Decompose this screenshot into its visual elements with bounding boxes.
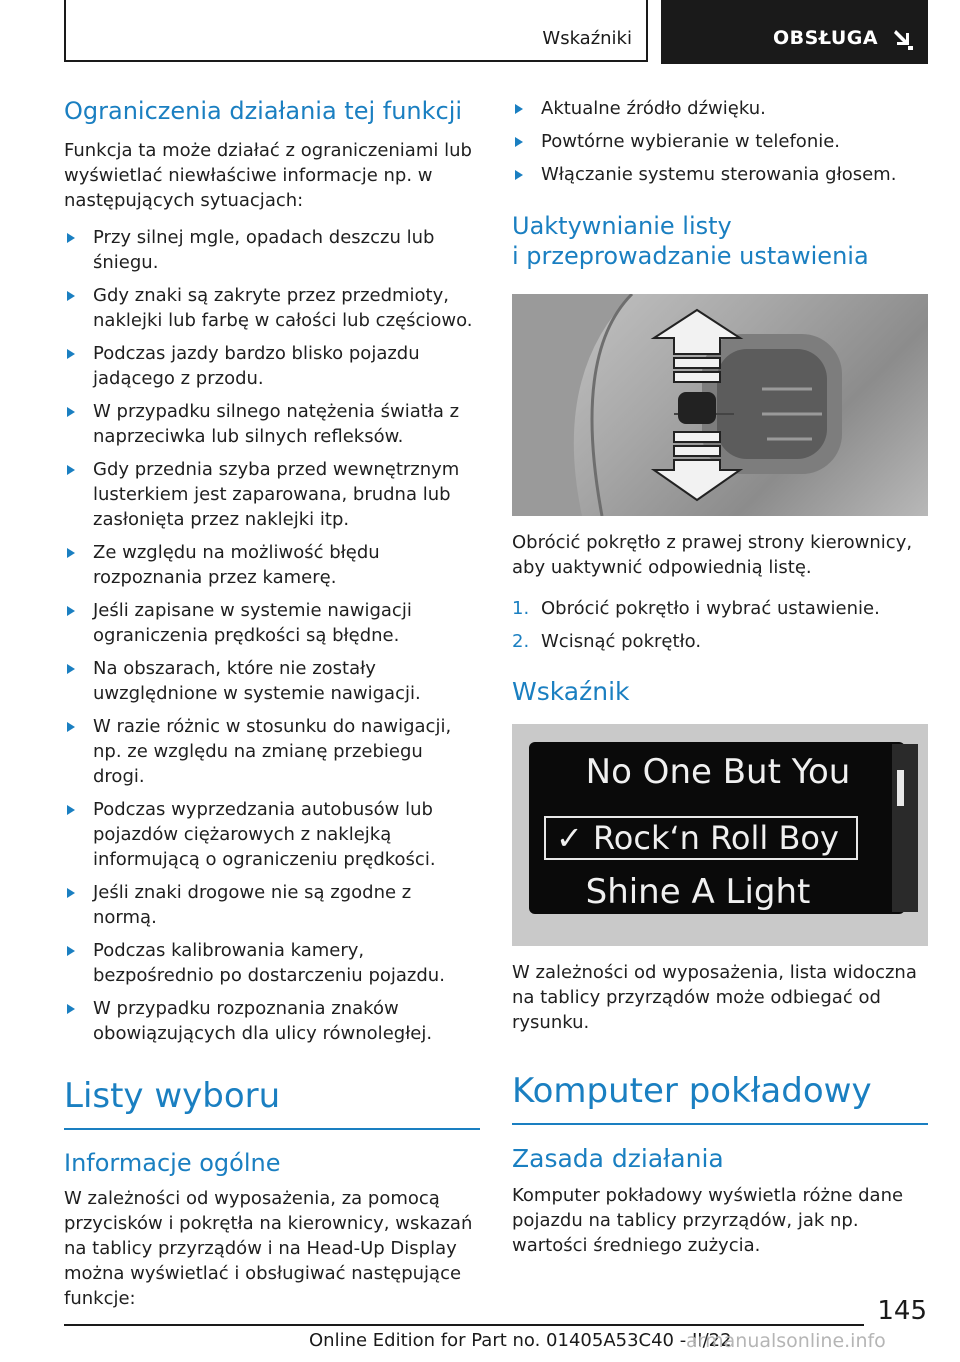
triangle-bullet-icon bbox=[515, 170, 523, 180]
list-item: Powtórne wybieranie w telefonie. bbox=[512, 129, 928, 154]
list-item: Gdy przednia szyba przed wewnętrznym lusterkiem jest zaparowana, brudna lub zasłonięta przez naklejki itp. bbox=[64, 457, 480, 532]
list-item: Na obszarach, które nie zostały uwzględnione w systemie nawigacji. bbox=[64, 656, 480, 706]
scrollbar-track bbox=[892, 744, 918, 912]
functions-list bbox=[512, 96, 928, 187]
general-heading: Informacje ogólne bbox=[64, 1149, 281, 1177]
triangle-bullet-icon bbox=[67, 888, 75, 898]
watermark: armanualsonline.info bbox=[686, 1330, 886, 1352]
steering-wheel-illustration bbox=[512, 294, 928, 516]
triangle-bullet-icon bbox=[67, 349, 75, 359]
display-item: No One But You bbox=[585, 752, 851, 792]
triangle-bullet-icon bbox=[67, 233, 75, 243]
triangle-bullet-icon bbox=[67, 722, 75, 732]
triangle-bullet-icon bbox=[67, 1004, 75, 1014]
steps-list bbox=[512, 596, 928, 654]
triangle-bullet-icon bbox=[67, 465, 75, 475]
list-item: Przy silnej mgle, opadach deszczu lub śniegu. bbox=[64, 225, 480, 275]
scrollbar-thumb bbox=[897, 770, 904, 806]
page-header bbox=[64, 0, 928, 64]
lists-heading: Listy wyboru bbox=[64, 1076, 480, 1130]
display-item-selected: ✓ Rock‘n Roll Boy bbox=[544, 816, 858, 860]
list-item: Ze względu na możliwość błędu rozpoznania przez kamerę. bbox=[64, 540, 480, 590]
page-number: 145 bbox=[877, 1296, 927, 1326]
activation-text: Obrócić pokrętło z prawej strony kierownicy, aby uaktywnić odpowiednią listę. bbox=[512, 532, 913, 578]
triangle-bullet-icon bbox=[67, 606, 75, 616]
list-item: W przypadku rozpoznania znaków obowiązujących dla ulicy równoległej. bbox=[64, 996, 480, 1046]
footer-divider bbox=[64, 1324, 864, 1326]
list-item: Podczas wyprzedzania autobusów lub pojazdów ciężarowych z naklejką informującą o ograniczeniu prędkości. bbox=[64, 797, 480, 872]
triangle-bullet-icon bbox=[67, 664, 75, 674]
chapter-tab-label: OBSŁUGA bbox=[773, 27, 879, 49]
hand-pointer-icon bbox=[893, 26, 915, 52]
list-item: Jeśli zapisane w systemie nawigacji ograniczenia prędkości są błędne. bbox=[64, 598, 480, 648]
triangle-bullet-icon bbox=[67, 291, 75, 301]
triangle-bullet-icon bbox=[67, 407, 75, 417]
list-item: Podczas jazdy bardzo blisko pojazdu jadącego z przodu. bbox=[64, 341, 480, 391]
list-item: W razie różnic w stosunku do nawigacji, np. ze względu na zmianę przebiegu drogi. bbox=[64, 714, 480, 789]
checkmark-icon: ✓ bbox=[556, 819, 583, 857]
list-item: Podczas kalibrowania kamery, bezpośrednio po dostarczeniu pojazdu. bbox=[64, 938, 480, 988]
triangle-bullet-icon bbox=[67, 548, 75, 558]
edition-note: Online Edition for Part no. 01405A53C40 - II/22 bbox=[309, 1330, 732, 1351]
list-item: W przypadku silnego natężenia światła z naprzeciwka lub silnych refleksów. bbox=[64, 399, 480, 449]
limits-list bbox=[64, 225, 480, 1046]
indicator-heading: Wskaźnik bbox=[512, 677, 630, 706]
list-item: Aktualne źródło dźwięku. bbox=[512, 96, 928, 121]
right-column bbox=[512, 96, 928, 1258]
section-tab-label: Wskaźniki bbox=[542, 28, 632, 49]
limits-heading: Ograniczenia działania tej funkcji bbox=[64, 97, 463, 125]
section-tab bbox=[64, 0, 648, 62]
left-column bbox=[64, 96, 480, 1311]
activation-heading: Uaktywnianie listy i przeprowadzanie ustawienia bbox=[512, 212, 869, 270]
triangle-bullet-icon bbox=[67, 946, 75, 956]
triangle-bullet-icon bbox=[67, 805, 75, 815]
display-item: Shine A Light bbox=[585, 872, 811, 912]
computer-heading: Komputer pokładowy bbox=[512, 1071, 928, 1125]
list-item: Jeśli znaki drogowe nie są zgodne z normą. bbox=[64, 880, 480, 930]
list-item: 2. Wcisnąć pokrętło. bbox=[512, 631, 702, 652]
limits-intro: Funkcja ta może działać z ograniczeniami lub wyświetlać niewłaściwe informacje np. w następujących sytuacjach: bbox=[64, 140, 472, 211]
principle-heading: Zasada działania bbox=[512, 1144, 724, 1173]
indicator-text: W zależności od wyposażenia, lista widoczna na tablicy przyrządów może odbiegać od rysunku. bbox=[512, 962, 917, 1033]
triangle-bullet-icon bbox=[515, 137, 523, 147]
chapter-tab bbox=[661, 0, 928, 64]
general-text: W zależności od wyposażenia, za pomocą przycisków i pokrętła na kierownicy, wskazań na tablicy przyrządów i na Head-Up Display można wyświetlać i obsługiwać następujące funkcje: bbox=[64, 1188, 473, 1309]
list-item: Włączanie systemu sterowania głosem. bbox=[512, 162, 928, 187]
triangle-bullet-icon bbox=[515, 104, 523, 114]
list-item: Gdy znaki są zakryte przez przedmioty, naklejki lub farbę w całości lub częściowo. bbox=[64, 283, 480, 333]
steering-wheel-controls-icon bbox=[512, 294, 928, 516]
instrument-cluster-display bbox=[512, 724, 928, 946]
list-item: 1. Obrócić pokrętło i wybrać ustawienie. bbox=[512, 598, 880, 619]
principle-text: Komputer pokładowy wyświetla różne dane pojazdu na tablicy przyrządów, jak np. wartości średniego zużycia. bbox=[512, 1185, 904, 1256]
